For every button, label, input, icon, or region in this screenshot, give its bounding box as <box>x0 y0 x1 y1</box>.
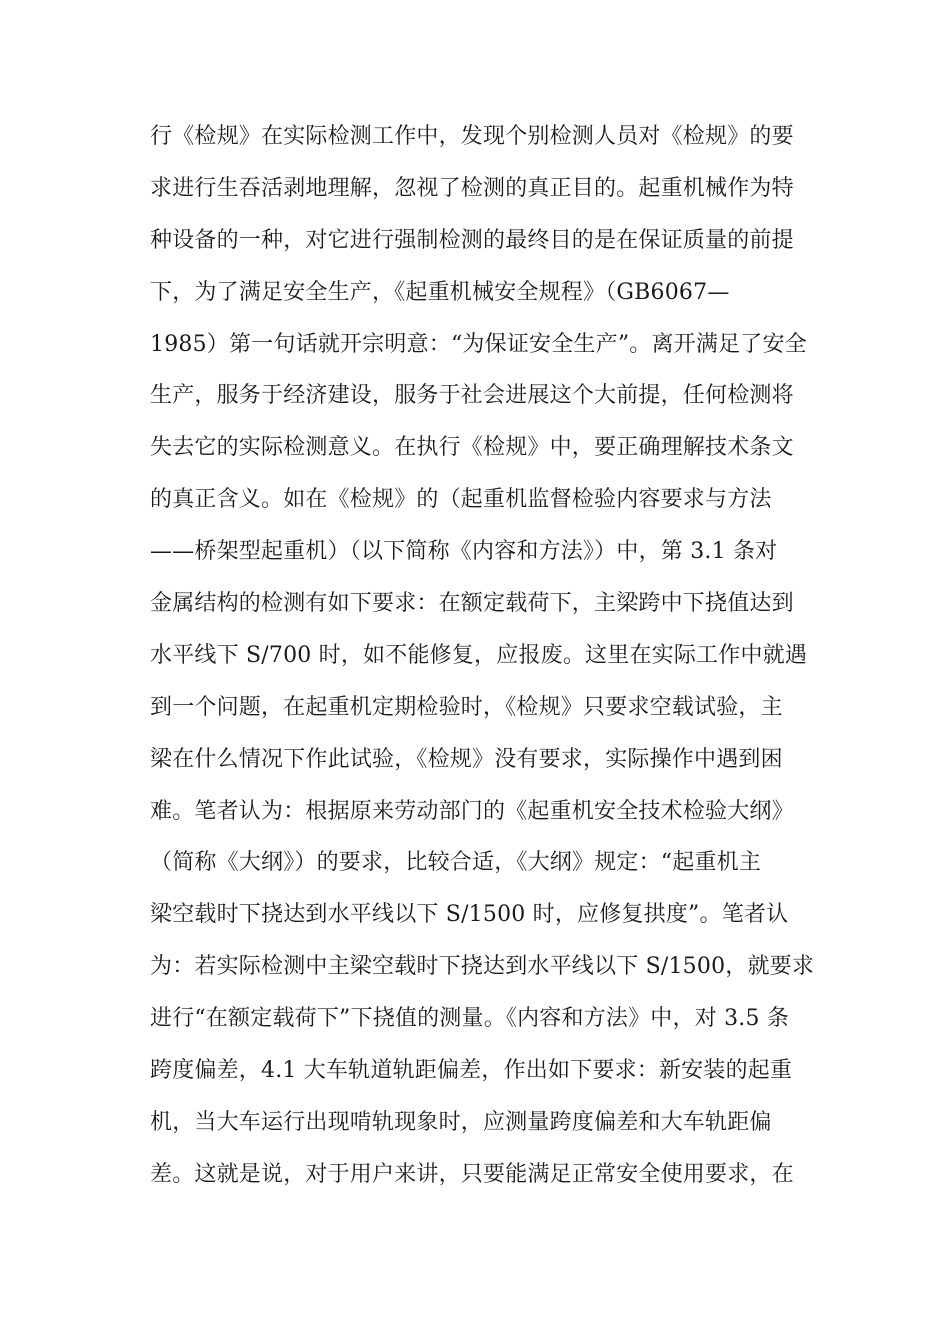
text-line: 进行“在额定载荷下”下挠值的测量。《内容和方法》中，对 3.5 条 <box>150 1006 790 1032</box>
text-line: 难。笔者认为：根据原来劳动部门的《起重机安全技术检验大纲》 <box>150 798 794 824</box>
text-line: 行《检规》在实际检测工作中，发现个别检测人员对《检规》的要 <box>150 124 794 149</box>
text-line: 种设备的一种，对它进行强制检测的最终目的是在保证质量的前提 <box>150 227 794 253</box>
text-line: 梁在什么情况下作此试验，《检规》没有要求，实际操作中遇到困 <box>150 746 783 772</box>
text-line: 跨度偏差，4.1 大车轨道轨距偏差，作出如下要求：新安装的起重 <box>150 1058 793 1084</box>
text-line: （简称《大纲》）的要求，比较合适，《大纲》规定：“起重机主 <box>150 850 762 876</box>
text-line: 1985）第一句话就开宗明意：“为保证安全生产”。离开满足了安全 <box>150 331 807 357</box>
text-line: 梁空载时下挠达到水平线以下 S/1500 时，应修复拱度”。笔者认 <box>150 902 789 928</box>
body-paragraph <box>150 116 815 1206</box>
text-line: 金属结构的检测有如下要求：在额定载荷下，主梁跨中下挠值达到 <box>150 591 794 617</box>
text-line: 下，为了满足安全生产，《起重机械安全规程》（GB6067— <box>150 279 730 305</box>
text-line: 失去它的实际检测意义。在执行《检规》中，要正确理解技术条文 <box>150 435 794 461</box>
text-line: ——桥架型起重机）（以下简称《内容和方法》）中，第 3.1 条对 <box>150 539 778 565</box>
text-line: 为：若实际检测中主梁空载时下挠达到水平线以下 S/1500，就要求 <box>150 954 815 980</box>
text-line: 水平线下 S/700 时，如不能修复，应报废。这里在实际工作中就遇 <box>150 642 808 668</box>
text-line: 生产，服务于经济建设，服务于社会进展这个大前提，任何检测将 <box>150 383 794 409</box>
text-line: 到一个问题，在起重机定期检验时，《检规》只要求空载试验，主 <box>150 694 783 720</box>
text-line: 差。这就是说，对于用户来讲，只要能满足正常安全使用要求，在 <box>150 1161 794 1187</box>
text-line: 机，当大车运行出现啃轨现象时，应测量跨度偏差和大车轨距偏 <box>150 1109 772 1135</box>
text-line: 的真正含义。如在《检规》的（起重机监督检验内容要求与方法 <box>150 487 772 513</box>
text-line: 求进行生吞活剥地理解，忽视了检测的真正目的。起重机械作为特 <box>150 175 794 201</box>
